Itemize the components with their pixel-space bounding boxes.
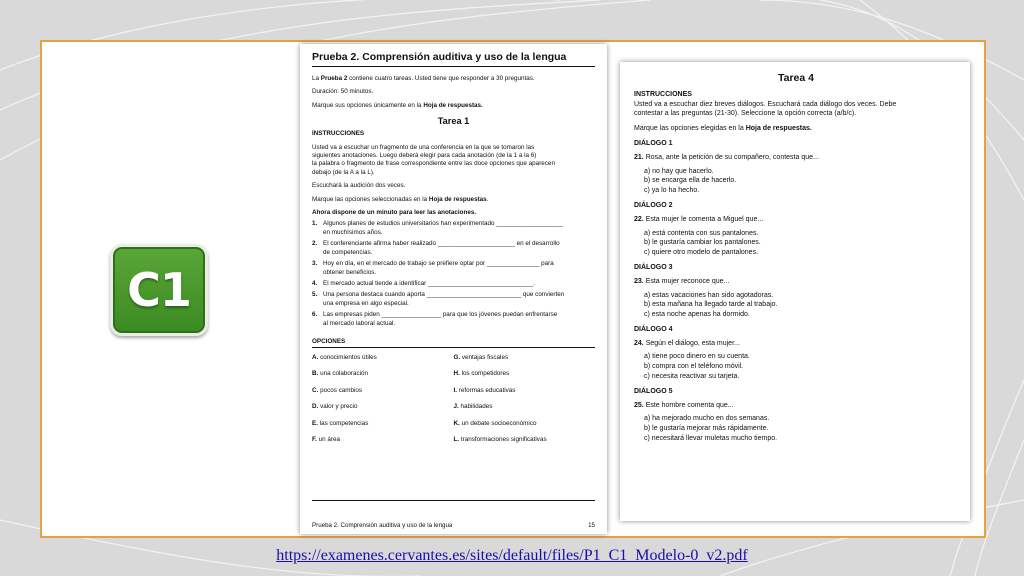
source-link[interactable]: https://examenes.cervantes.es/sites/default/files/P1_C1_Modelo-0_v2.pdf <box>276 547 748 564</box>
instructions-line: Usted va a escuchar un fragmento de una conferencia en la que se tomaron las <box>312 143 535 151</box>
dialog-block <box>634 201 958 257</box>
options-grid <box>312 354 595 443</box>
option-item: C. pocos cambios <box>312 386 363 394</box>
answer-option: c) quiere otro modelo de pantalones. <box>644 248 759 256</box>
option-item: G. ventajas fiscales <box>453 353 509 361</box>
instructions-line: la palabra o fragmento de frase correspondiente entre las doce opciones que aparecen <box>312 160 555 168</box>
option-item: J. habilidades <box>453 403 493 411</box>
exam-page-tarea-1 <box>300 44 607 534</box>
dialog-header: DIÁLOGO 3 <box>634 264 673 272</box>
instructions-header: INSTRUCCIONES <box>634 91 692 98</box>
options-header: OPCIONES <box>312 338 595 348</box>
answer-option: c) ya lo ha hecho. <box>644 186 700 194</box>
dialog-block <box>634 139 958 195</box>
list-item: 2. El conferenciante afirma haber realizado ______________________ en el desarrollo de competencias. <box>312 240 560 256</box>
option-item: D. valor y precio <box>312 403 358 411</box>
list-item: 5. Una persona destaca cuando aporta ___________________________ que convierten una empresa en algo especial. <box>312 291 565 307</box>
answer-option: b) compra con el teléfono móvil. <box>644 363 744 371</box>
answer-list <box>634 414 958 443</box>
answer-option: c) esta noche apenas ha dormido. <box>644 310 750 318</box>
dialog-block <box>634 387 958 443</box>
option-item: K. un debate socioeconómico <box>453 419 537 427</box>
footer-rule <box>312 500 595 501</box>
task-title: Tarea 1 <box>437 116 470 127</box>
badge-label: C1 <box>127 263 191 317</box>
intro-text: La Prueba 2 contiene cuatro tareas. Usted tiene que responder a 30 preguntas. <box>312 75 535 82</box>
instructions-line: Usted va a escuchar diez breves diálogos. Escuchará cada diálogo dos veces. Debe <box>634 100 897 108</box>
answer-option: c) necesitará llevar muletas mucho tiempo. <box>644 434 778 442</box>
answer-option: a) ha mejorado mucho en dos semanas. <box>644 415 770 423</box>
option-item: E. las competencias <box>312 419 369 427</box>
answer-list <box>634 291 958 320</box>
dialog-header: DIÁLOGO 5 <box>634 388 673 396</box>
instructions-header: INSTRUCCIONES <box>312 130 365 138</box>
dialog-header: DIÁLOGO 4 <box>634 326 673 334</box>
dialog-header: DIÁLOGO 2 <box>634 202 673 210</box>
list-item: 4. El mercado actual tiende a identificar ______________________________. <box>312 279 535 287</box>
instructions-text <box>312 144 595 178</box>
answer-option: b) se encarga ella de hacerlo. <box>644 177 737 185</box>
c1-level-badge <box>110 244 208 336</box>
dialog-block <box>634 263 958 319</box>
list-item: 3. Hoy en día, en el mercado de trabajo se prefiere optar por _______________ para obtener beneficios. <box>312 260 554 276</box>
answer-option: a) estas vacaciones han sido agotadoras. <box>644 291 774 299</box>
mark-selected-instruction: Marque las opciones seleccionadas en la Hoja de respuestas. <box>312 195 489 203</box>
answer-list <box>634 352 958 381</box>
option-item: B. una colaboración <box>312 370 369 378</box>
list-item: 1. Algunos planes de estudios universitarios han experimentado ___________________ en muchísimos años. <box>312 220 563 236</box>
page-number: 15 <box>588 522 595 529</box>
instructions-line: contestar a las preguntas (21-30). Seleccione la opción correcta (a/b/c). <box>634 110 857 118</box>
question: 21. Rosa, ante la petición de su compañero, contesta que... <box>634 153 819 161</box>
answer-option: a) no hay que hacerlo. <box>644 167 714 175</box>
question: 23. Esta mujer reconoce que... <box>634 277 730 285</box>
mark-instruction: Marque las opciones elegidas en la Hoja de respuestas. <box>634 124 812 132</box>
answer-option: b) le gustaría mejorar más rápidamente. <box>644 425 769 433</box>
answer-list <box>634 167 958 196</box>
list-item: 6. Las empresas piden _________________ para que los jóvenes puedan enfrentarse al mercado laboral actual. <box>312 311 558 327</box>
dialog-header: DIÁLOGO 1 <box>634 140 673 148</box>
page-footer <box>312 522 595 529</box>
option-item: H. los competidores <box>453 370 510 378</box>
question: 22. Esta mujer le comenta a Miguel que... <box>634 215 764 223</box>
answer-option: a) tiene poco dinero en su cuenta. <box>644 353 750 361</box>
question: 25. Este hombre comenta que... <box>634 401 734 409</box>
page-title: Prueba 2. Comprensión auditiva y uso de la lengua <box>312 51 595 67</box>
option-item: I. reformas educativas <box>453 386 516 394</box>
answer-option: c) necesita reactivar su tarjeta. <box>644 372 740 380</box>
annotation-list <box>312 220 595 327</box>
duration-text: Duración: 50 minutos. <box>312 88 374 96</box>
exam-page-tarea-4 <box>620 62 970 521</box>
answer-option: a) está contenta con sus pantalones. <box>644 229 759 237</box>
listen-twice-text: Escuchará la audición dos veces. <box>312 182 406 190</box>
answer-option: b) le gustaría cambiar los pantalones. <box>644 239 761 247</box>
mark-instruction: Marque sus opciones únicamente en la Hoja de respuestas. <box>312 101 483 109</box>
option-item: A. conocimientos útiles <box>312 353 377 361</box>
instructions-line: siguientes anotaciones. Luego deberá elegir para cada anotación (de la 1 a la 6) <box>312 152 537 160</box>
answer-option: b) esta mañana ha llegado tarde al trabajo. <box>644 301 778 309</box>
question: 24. Según el diálogo, esta mujer... <box>634 339 740 347</box>
option-item: F. un área <box>312 435 341 443</box>
footer-text: Prueba 2. Comprensión auditiva y uso de la lengua <box>312 522 453 529</box>
task-title: Tarea 4 <box>778 72 814 84</box>
answer-list <box>634 229 958 258</box>
instructions-line: debajo (de la A a la L). <box>312 168 375 176</box>
reading-time-note: Ahora dispone de un minuto para leer las anotaciones. <box>312 209 477 217</box>
dialog-block <box>634 325 958 381</box>
option-item: L. transformaciones significativas <box>453 435 547 443</box>
